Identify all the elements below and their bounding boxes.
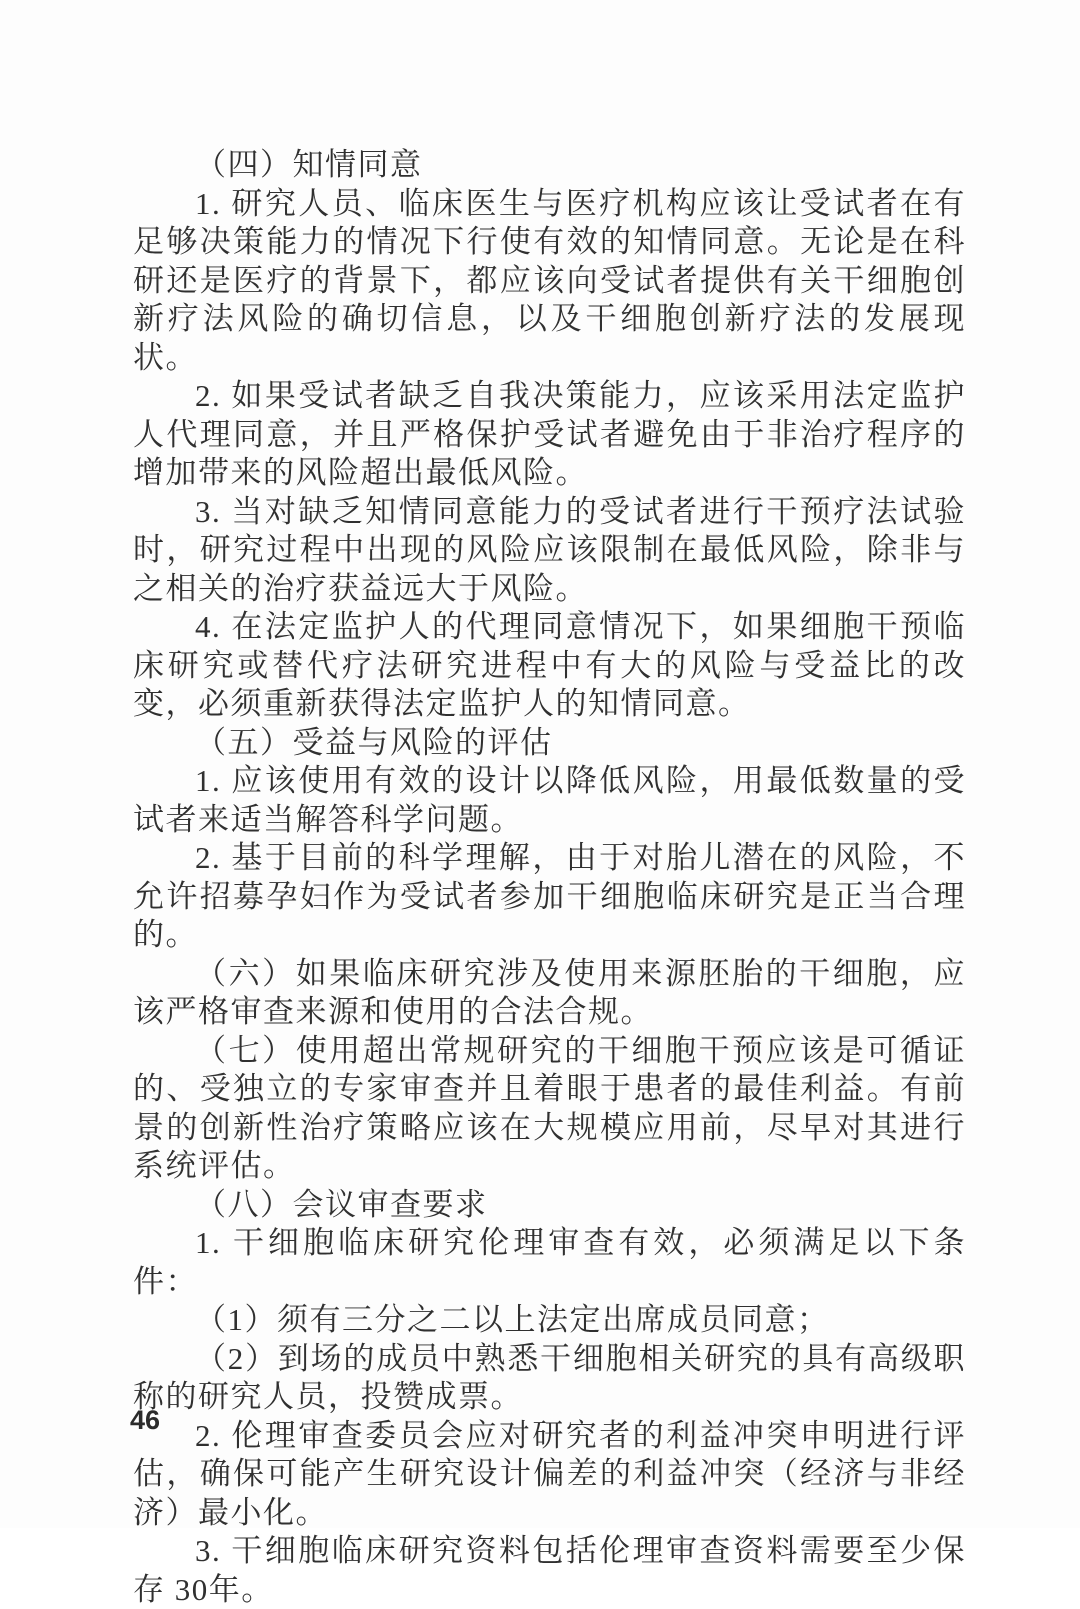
paragraph: 1. 研究人员、临床医生与医疗机构应该让受试者在有足够决策能力的情况下行使有效的知情同意。无论是在科研还是医疗的背景下，都应该向受试者提供有关干细胞创新疗法风险的确切信息，以及干细胞创新疗法的发展现状。 <box>133 185 966 375</box>
paragraph: （2）到场的成员中熟悉干细胞相关研究的具有高级职称的研究人员，投赞成票。 <box>133 1340 966 1414</box>
page-number: 46 <box>130 1405 161 1435</box>
paragraph: （1）须有三分之二以上法定出席成员同意； <box>195 1302 830 1337</box>
paragraph: （六）如果临床研究涉及使用来源胚胎的干细胞，应该严格审查来源和使用的合法合规。 <box>133 955 966 1029</box>
document-body <box>133 146 966 1609</box>
section-heading-informed-consent: （四）知情同意 <box>195 147 423 182</box>
paragraph: 3. 当对缺乏知情同意能力的受试者进行干预疗法试验时，研究过程中出现的风险应该限制在最低风险，除非与之相关的治疗获益远大于风险。 <box>133 493 966 606</box>
paragraph: 3. 干细胞临床研究资料包括伦理审查资料需要至少保存 30年。 <box>133 1533 966 1607</box>
section-heading-benefit-risk: （五）受益与风险的评估 <box>195 724 553 760</box>
paragraph: 2. 如果受试者缺乏自我决策能力，应该采用法定监护人代理同意，并且严格保护受试者避免由于非治疗程序的增加带来的风险超出最低风险。 <box>133 378 966 490</box>
paragraph: 4. 在法定监护人的代理同意情况下，如果细胞干预临床研究或替代疗法研究进程中有大的风险与受益比的改变，必须重新获得法定监护人的知情同意。 <box>133 609 966 721</box>
paragraph: （七）使用超出常规研究的干细胞干预应该是可循证的、受独立的专家审查并且着眼于患者的最佳利益。有前景的创新性治疗策略应该在大规模应用前，尽早对其进行系统评估。 <box>133 1032 966 1183</box>
paragraph: 2. 基于目前的科学理解，由于对胎儿潜在的风险，不允许招募孕妇作为受试者参加干细胞临床研究是正当合理的。 <box>133 840 966 952</box>
section-heading-meeting-review: （八）会议审查要求 <box>195 1186 488 1222</box>
paragraph: 1. 干细胞临床研究伦理审查有效，必须满足以下条件： <box>133 1225 966 1299</box>
paragraph: 1. 应该使用有效的设计以降低风险，用最低数量的受试者来适当解答科学问题。 <box>133 763 966 837</box>
paragraph: 2. 伦理审查委员会应对研究者的利益冲突申明进行评估，确保可能产生研究设计偏差的利益冲突（经济与非经济）最小化。 <box>133 1417 966 1530</box>
